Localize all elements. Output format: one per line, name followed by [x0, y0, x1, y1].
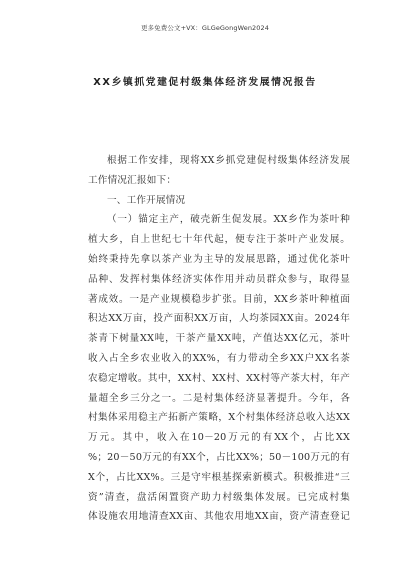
body-line: 根据工作安排，现将XX乡抓党建促村级集体经济发展: [107, 155, 350, 166]
body-line: 量超全乡三分之一。二是村集体经济显著提升。今年，各: [88, 392, 350, 404]
body-line: 体设施农用地清查XX亩、其他农用地XX亩，资产清查登记: [88, 511, 350, 523]
body-line: 万元。其中，收入在10－20万元的有XX个，占比XX: [88, 432, 350, 444]
body-line: %；20－50万元的有XX个，占比XX%；50－100万元的有: [88, 451, 350, 463]
body-line: 资”清查，盘活闲置资产助力村级集体发展。已完成村集: [88, 491, 350, 503]
body-line: 植大乡，自上世纪七十年代起，便专注于茶叶产业发展。: [88, 234, 350, 246]
document-body: [88, 151, 350, 527]
body-line: 农稳定增收。其中，XX村、XX村、XX村等产茶大村，年产: [88, 372, 350, 384]
document-title: XX乡镇抓党建促村级集体经济发展情况报告: [93, 77, 317, 88]
body-line: 品种、发挥村集体经济实体作用并动员群众参与，取得显: [88, 273, 350, 285]
section-heading: 一、工作开展情况: [107, 194, 186, 206]
body-line: 茶青下树量XX吨，干茶产量XX吨，产值达XX亿元，茶叶: [88, 333, 350, 345]
body-line: 收入占全乡农业收入的XX%，有力带动全乡XX户XX名茶: [88, 352, 350, 364]
body-line: 著成效。一是产业规模稳步扩张。目前，XX乡茶叶种植面: [88, 293, 350, 305]
body-line: 村集体采用稳主产拓新产策略，X个村集体经济总收入达XX: [88, 412, 350, 424]
body-line: 始终秉持先拿以茶产业为主导的发展思路，通过优化茶叶: [88, 253, 350, 265]
body-line: 积达XX万亩，投产面积XX万亩，人均茶园XX亩。2024年: [88, 313, 350, 325]
body-line: （一）锚定主产，破壳新生促发展。XX乡作为茶叶种: [107, 214, 350, 226]
body-line: X个，占比XX%。三是守牢根基探索新模式。积极推进“三: [88, 471, 350, 483]
header-note: 更多免费公文+VX：GLGeGongWen2024: [140, 24, 269, 32]
body-line: 工作情况汇报如下：: [88, 174, 177, 186]
